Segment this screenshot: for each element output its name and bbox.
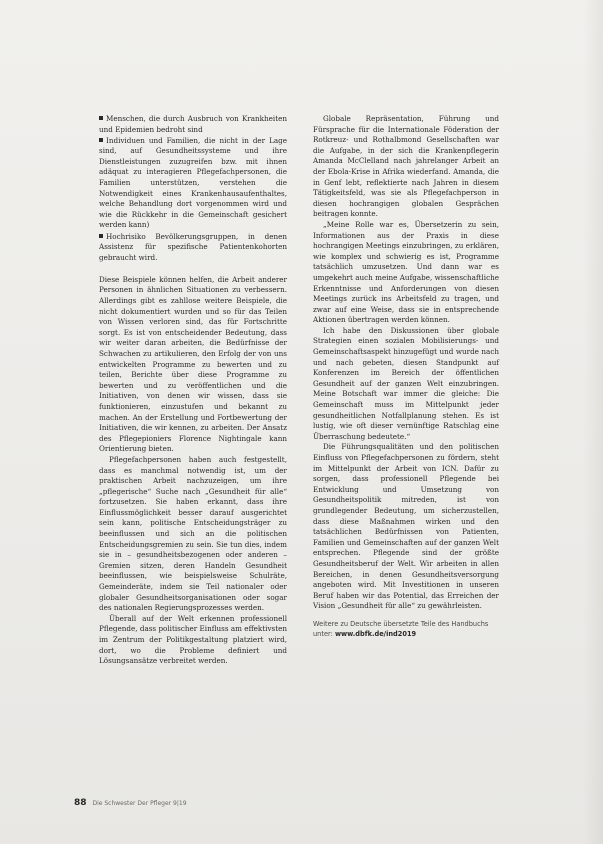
bullet-text: Hochrisiko Bevölkerungsgruppen, in denen Assistenz für spezifische Patientenkohorten gebraucht wird. (99, 231, 287, 262)
bullet-square-icon (99, 234, 103, 238)
bullet-item (99, 114, 287, 135)
body-paragraph: Ich habe den Diskussionen über globale Strategien einen sozialen Mobilisierungs- und Gemeinschaftsaspekt hinzugefügt und wurde nach und nach gebeten, diesen Standpunkt auf Konferenzen im Bereich der öffentlichen Gesundheit auf der ganzen Welt einzubringen. Meine Botschaft war immer die gleiche: Die Gemeinschaft muss im Mittelpunkt jeder gesundheitlichen Notfallplanung stehen. Es ist lustig, wie oft dieser vernünftige Ratschlag eine Überraschung bedeutete.“ (313, 325, 499, 441)
bullet-text: Individuen und Familien, die nicht in der Lage sind, auf Gesundheitssysteme und ihre Dienstleistungen zuzugreifen bzw. mit ihnen adäquat zu interagieren Pflegefachpersonen, die Familien unterstützen, verstehen die Notwendigkeit eines Krankenhausaufenthaltes, welche Behandlung dort vorgenommen wird und wie die Rückkehr in die Gemeinschaft gesichert werden kann) (99, 135, 287, 230)
page-edge-shadow (583, 0, 603, 844)
bullet-text: Menschen, die durch Ausbruch von Krankheiten und Epidemien bedroht sind (99, 114, 287, 134)
bullet-square-icon (99, 116, 103, 120)
source-text: Weitere zu Deutsche übersetzte Teile des Handbuchs unter: (313, 619, 489, 638)
body-paragraph: Globale Repräsentation, Führung und Fürsprache für die Internationale Föderation der Rotkreuz- und Rothalbmond Gesellschaften war die Aufgabe, in der sich die Krankenpflegerin Amanda McClelland nach jahrelanger Arbeit an der Ebola-Krise in Afrika wiederfand. Amanda, die in Genf lebt, reflektierte nach Jahren in diesem Tätigkeitsfeld, was sie als Pflegefachperson in diesen hochrangigen globalen Gesprächen beitragen konnte. (313, 114, 499, 219)
body-paragraph: „Meine Rolle war es, Übersetzerin zu sein, Informationen aus der Praxis in diese hochrangigen Meetings einzubringen, zu erklären, wie komplex und schwierig es ist, Programme tatsächlich umzusetzen. Und dann war es umgekehrt auch meine Aufgabe, wissenschaftliche Erkenntnisse und Anforderungen von diesen Meetings zurück ins Arbeitsfeld zu tragen, und zwar auf eine Weise, dass sie in entsprechende Aktionen übertragen werden können. (313, 219, 499, 325)
bullet-item (99, 136, 287, 231)
body-paragraph: Überall auf der Welt erkennen professionell Pflegende, dass politischer Einfluss am effektivsten im Zentrum der Politikgestaltung platziert wird, dort, wo die Probleme definiert und Lösungsansätze verbreitet werden. (99, 613, 287, 666)
body-paragraph: Pflegefachpersonen haben auch festgestellt, dass es manchmal notwendig ist, um der praktischen Arbeit nachzuzeigen, um ihre „pflegerische“ Suche nach „Gesundheit für alle“ fortzusetzen. Sie haben erkannt, dass ihre Einflussmöglichkeit besser darauf ausgerichtet sein kann, politische Entscheidungsträger zu beeinflussen und sich an die politischen Entscheidungsgremien zu sein. Sie tun dies, indem sie in – gesundheitsbezogenen oder anderen – Gremien sitzen, deren Handeln Gesundheit beeinflussen, wie beispielsweise Schulräte, Gemeinderäte, indem sie Teil nationaler oder globaler Gesundheitsorganisationen oder sogar des nationalen Regierungsprozesses werden. (99, 454, 287, 613)
source-note (313, 620, 499, 639)
bullet-square-icon (99, 138, 103, 142)
body-paragraph: Diese Beispiele können helfen, die Arbeit anderer Personen in ähnlichen Situationen zu verbessern. Allerdings gibt es zahllose weitere Beispiele, die nicht dokumentiert wurden und so für das Teilen von Wissen verloren sind, das für Fortschritte sorgt. Es ist von entscheidender Bedeutung, dass wir weiter daran arbeiten, die Bedürfnisse der Schwachen zu artikulieren, den Erfolg der von uns entwickelten Programme zu bewerten und zu teilen, Berichte über diese Programme zu bewerten und zu veröffentlichen und die Initiativen, von denen wir wissen, dass sie funktionieren, einzustufen und bekannt zu machen. An der Erstellung und Fortbewertung der Initiativen, die wir kennen, zu arbeiten. Der Ansatz des Pflegepioniers Florence Nightingale kann Orientierung bieten. (99, 274, 287, 454)
source-link[interactable]: www.dbfk.de/ind2019 (334, 629, 417, 638)
bullet-item (99, 232, 287, 264)
journal-name: Die Schwester Der Pfleger 9|19 (92, 800, 187, 807)
left-column (99, 114, 287, 667)
page-footer (74, 798, 187, 808)
body-paragraph: Die Führungsqualitäten und den politischen Einfluss von Pflegefachpersonen zu fördern, steht im Mittelpunkt der Arbeit von ICN. Dafür zu sorgen, dass professionell Pflegende bei Entwicklung und Umsetzung von Gesundheitspolitik mitreden, ist von grundlegender Bedeutung, um sicherzustellen, dass diese Maßnahmen wirken und den tatsächlichen Bedürfnissen von Patienten, Familien und Gemeinschaften auf der ganzen Welt entsprechen. Pflegende sind der größte Gesundheitsberuf der Welt. Wir arbeiten in allen Bereichen, in denen Gesundheitsversorgung angeboten wird. Mit Investitionen in unseren Beruf haben wir das Potential, das Erreichen der Vision „Gesundheit für alle“ zu gewährleisten. (313, 442, 499, 611)
page-number: 88 (74, 798, 87, 808)
right-column (313, 114, 499, 639)
